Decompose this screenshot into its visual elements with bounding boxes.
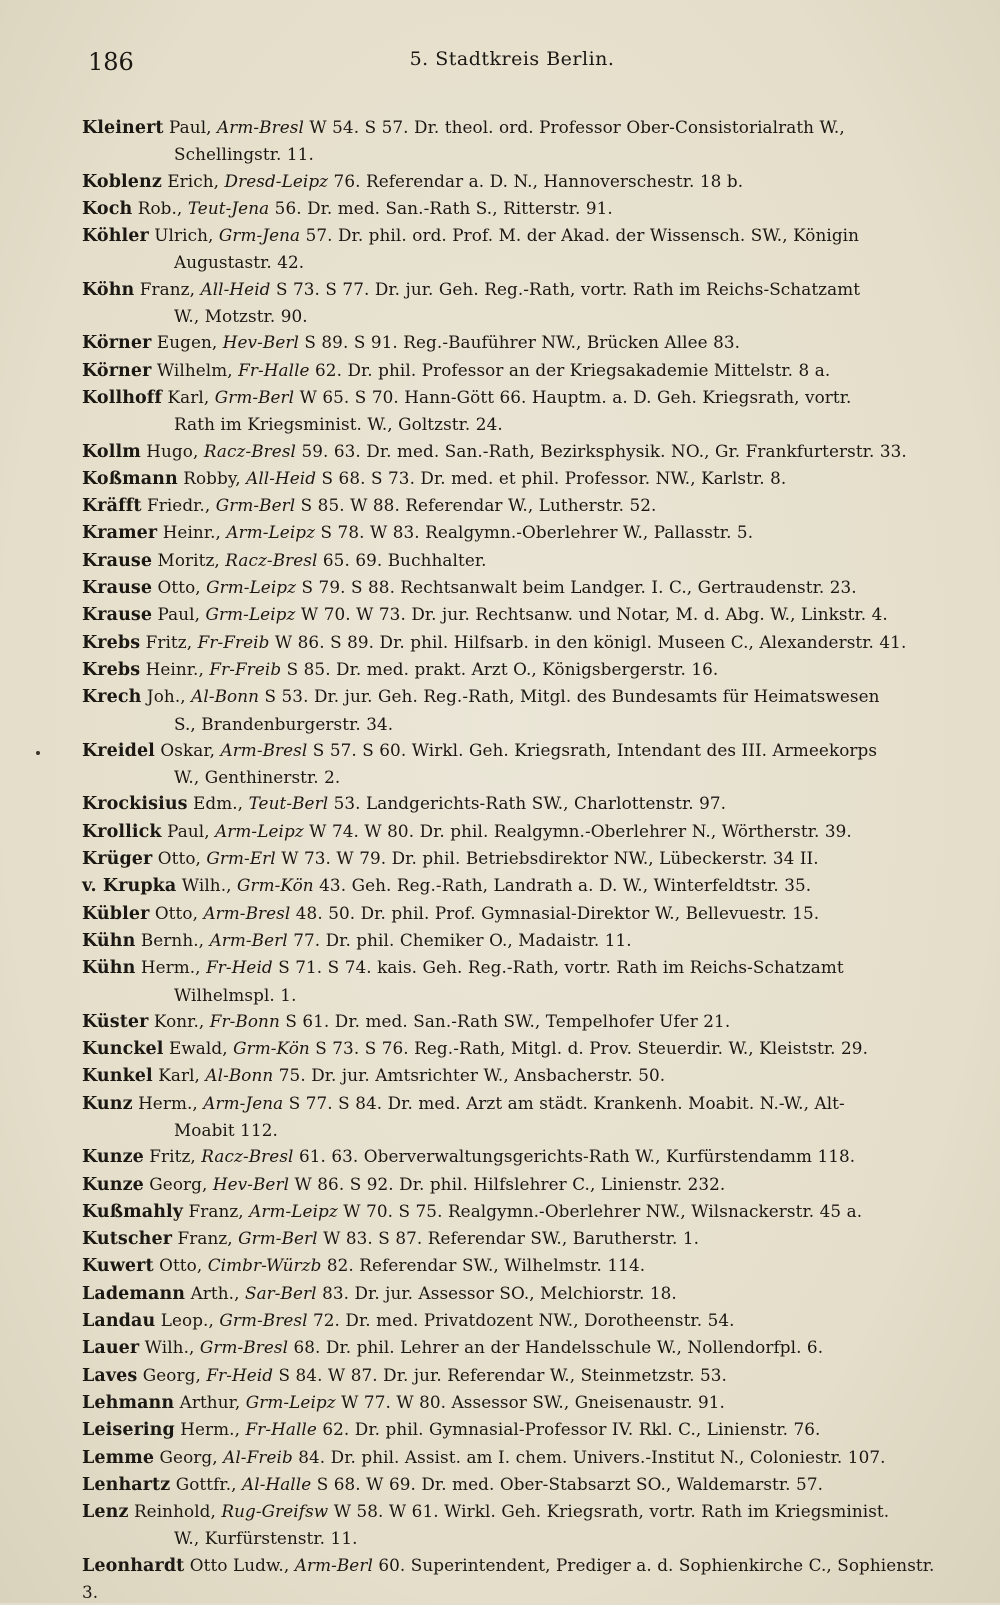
directory-entry (82, 601, 942, 628)
entry-surname: Kühn (82, 958, 136, 979)
entry-rest: S 77. S 84. Dr. med. Arzt am städt. Krankenh. Moabit. N.-W., Alt- (288, 1092, 845, 1113)
directory-entry (82, 954, 942, 1008)
entry-surname: Krüger (82, 849, 153, 870)
directory-entry (82, 519, 942, 546)
entry-given: Gottfr., (175, 1473, 237, 1494)
entry-origin: Fr-Heid (206, 957, 273, 978)
entry-rest: 57. Dr. phil. ord. Prof. M. der Akad. der Wissensch. SW., Königin (305, 225, 860, 246)
entry-surname: Koßmann (82, 468, 178, 489)
directory-entry (82, 114, 942, 168)
entry-origin: Arm-Bresl (203, 902, 291, 923)
entry-given: Fritz, (149, 1146, 196, 1167)
entry-given: Karl, (167, 386, 210, 407)
entry-surname: Kramer (82, 523, 158, 544)
entry-given: Herm., (138, 1092, 198, 1113)
entry-given: Rob., (137, 197, 183, 218)
entry-rest: W 58. W 61. Wirkl. Geh. Kriegsrath, vortr. Rath im Kriegsminist. (333, 1501, 890, 1522)
entry-surname: Krause (82, 605, 153, 626)
entry-origin: Grm-Berl (238, 1228, 318, 1249)
entry-surname: Lenhartz (82, 1474, 171, 1495)
entry-origin: Grm-Erl (206, 848, 276, 869)
directory-entry (82, 790, 942, 817)
entry-given: Ewald, (168, 1038, 228, 1059)
entry-surname: Kübler (82, 903, 150, 924)
entry-rest: S 85. W 88. Referendar W., Lutherstr. 52. (300, 495, 657, 516)
entry-surname: Kunz (82, 1093, 133, 1114)
entry-given: Hugo, (146, 440, 199, 461)
entry-rest: 68. Dr. phil. Lehrer an der Handelsschule W., Nollendorfpl. 6. (293, 1337, 824, 1358)
directory-entry (82, 438, 942, 465)
entry-given: Eugen, (156, 332, 218, 353)
entry-origin: Grm-Bresl (199, 1337, 289, 1358)
directory-entry (82, 329, 942, 356)
entry-origin: Rug-Greifsw (221, 1501, 329, 1522)
entry-given: Wilh., (181, 875, 232, 896)
entry-given: Georg, (149, 1173, 208, 1194)
entry-origin: Al-Freib (223, 1446, 293, 1467)
entry-rest: 48. 50. Dr. phil. Prof. Gymnasial-Direktor W., Bellevuestr. 15. (295, 902, 820, 923)
directory-entry (82, 1008, 942, 1035)
entry-continuation: W., Motzstr. 90. (174, 306, 308, 327)
entry-given: Konr., (153, 1010, 205, 1031)
entry-rest: 62. Dr. phil. Professor an der Kriegsakademie Mittelstr. 8 a. (315, 359, 831, 380)
entry-origin: Arm-Leipz (249, 1200, 338, 1221)
entry-rest: 59. 63. Dr. med. San.-Rath, Bezirksphysik. NO., Gr. Frankfurterstr. 33. (301, 440, 907, 461)
entry-origin: Arm-Berl (294, 1554, 373, 1575)
entry-surname: Kräfft (82, 496, 142, 517)
entry-rest: W 74. W 80. Dr. phil. Realgymn.-Oberlehrer N., Wörtherstr. 39. (309, 820, 852, 841)
entry-surname: Küster (82, 1011, 149, 1032)
entry-origin: Sar-Berl (244, 1282, 317, 1303)
entry-origin: Fr-Halle (245, 1419, 317, 1440)
entry-given: Heinr., (162, 522, 221, 543)
entry-origin: Grm-Berl (215, 495, 296, 516)
entry-origin: Grm-Leipz (205, 604, 296, 625)
entry-surname: Lenz (82, 1502, 129, 1523)
directory-entry (82, 276, 942, 330)
directory-entry (82, 737, 942, 791)
directory-entry (82, 629, 942, 656)
entry-given: Erich, (167, 170, 220, 191)
directory-entry (82, 465, 942, 492)
entry-given: Otto, (157, 848, 201, 869)
entry-surname: Krause (82, 550, 153, 571)
entry-surname: Krollick (82, 821, 162, 842)
entry-rest: S 71. S 74. kais. Geh. Reg.-Rath, vortr. Rath im Reichs-Schatzamt (278, 957, 844, 978)
directory-entry (82, 492, 942, 519)
directory-entry (82, 872, 942, 899)
entry-origin: Arm-Bresl (220, 739, 308, 760)
entry-given: Wilh., (144, 1337, 195, 1358)
entry-rest: 76. Referendar a. D. N., Hannoverschestr. 18 b. (333, 170, 744, 191)
directory-entry (82, 1035, 942, 1062)
entry-surname: Kollm (82, 441, 141, 462)
entry-origin: Fr-Freib (209, 658, 282, 679)
directory-entry (82, 1334, 942, 1361)
entry-origin: Grm-Leipz (245, 1391, 336, 1412)
entry-continuation: Augustastr. 42. (174, 252, 305, 273)
entry-given: Arth., (190, 1282, 240, 1303)
entry-rest: S 73. S 77. Dr. jur. Geh. Reg.-Rath, vortr. Rath im Reichs-Schatzamt (275, 278, 861, 299)
entry-given: Oskar, (160, 739, 216, 760)
entry-given: Leop., (160, 1310, 214, 1331)
entry-surname: Kühn (82, 930, 136, 951)
entry-continuation: W., Genthinerstr. 2. (174, 767, 341, 788)
entry-surname: Körner (82, 333, 152, 354)
directory-entry (82, 818, 942, 845)
entry-surname: Krause (82, 578, 153, 599)
entry-given: Otto Ludw., (189, 1554, 290, 1575)
entry-surname: Lauer (82, 1338, 140, 1359)
entry-continuation: Moabit 112. (174, 1119, 278, 1140)
entry-rest: S 68. S 73. Dr. med. et phil. Professor. NW., Karlstr. 8. (321, 467, 787, 488)
entry-surname: Leonhardt (82, 1555, 185, 1576)
entry-origin: Teut-Berl (248, 793, 329, 814)
entry-surname: Krebs (82, 659, 141, 680)
entry-rest: S 73. S 76. Reg.-Rath, Mitgl. d. Prov. Steuerdir. W., Kleiststr. 29. (315, 1038, 869, 1059)
entry-surname: Köhn (82, 279, 135, 300)
entry-origin: Grm-Bresl (219, 1310, 308, 1331)
entry-rest: S 89. S 91. Reg.-Bauführer NW., Brücken Allee 83. (304, 332, 741, 353)
entry-origin: Cimbr-Würzb (207, 1255, 322, 1276)
directory-entry (82, 1252, 942, 1279)
entry-surname: Krech (82, 687, 142, 708)
entry-surname: Köhler (82, 226, 149, 247)
directory-entry (82, 1444, 942, 1471)
entry-given: Heinr., (145, 658, 204, 679)
entry-rest: S 79. S 88. Rechtsanwalt beim Landger. I. C., Gertraudenstr. 23. (301, 577, 857, 598)
directory-entry (82, 1389, 942, 1416)
entry-origin: Arm-Berl (209, 929, 288, 950)
entry-given: Joh., (146, 686, 186, 707)
entry-rest: 77. Dr. phil. Chemiker O., Madaistr. 11. (293, 929, 632, 950)
entry-origin: Arm-Bresl (217, 117, 304, 137)
directory-entry (82, 1225, 942, 1252)
entry-surname: Kunze (82, 1147, 144, 1168)
entry-surname: Kutscher (82, 1229, 173, 1250)
entry-surname: Krebs (82, 632, 141, 653)
entry-surname: Kußmahly (82, 1201, 184, 1222)
entry-rest: S 57. S 60. Wirkl. Geh. Kriegsrath, Intendant des III. Armeekorps (312, 739, 878, 760)
entry-rest: 83. Dr. jur. Assessor SO., Melchiorstr. 18. (322, 1282, 677, 1303)
entry-origin: Teut-Jena (187, 197, 270, 218)
entry-origin: Fr-Halle (238, 359, 310, 380)
entry-rest: W 54. S 57. Dr. theol. ord. Professor Ober-Consistorialrath W., (309, 117, 845, 137)
entry-rest: W 70. S 75. Realgymn.-Oberlehrer NW., Wilsnackerstr. 45 a. (343, 1200, 863, 1221)
entry-given: Otto, (154, 902, 199, 923)
entry-rest: W 77. W 80. Assessor SW., Gneisenaustr. 91. (341, 1391, 725, 1412)
entry-origin: Al-Bonn (191, 686, 260, 707)
entry-rest: 56. Dr. med. San.-Rath S., Ritterstr. 91. (274, 197, 613, 218)
entry-origin: Racz-Bresl (225, 549, 318, 570)
entry-surname: Koch (82, 198, 133, 219)
directory-entry (82, 656, 942, 683)
entry-continuation: S., Brandenburgerstr. 34. (174, 713, 394, 734)
entry-surname: Kleinert (82, 118, 164, 138)
entry-rest: 60. Superintendent, Prediger a. d. Sophienkirche C., Sophienstr. 3. (82, 1554, 935, 1603)
entry-rest: 61. 63. Oberverwaltungsgerichts-Rath W., Kurfürstendamm 118. (298, 1146, 856, 1167)
directory-entry (82, 1552, 942, 1605)
entry-surname: Kunckel (82, 1039, 164, 1060)
entry-origin: Grm-Jena (218, 225, 301, 246)
entry-origin: Fr-Heid (206, 1364, 274, 1385)
entry-given: Arthur, (179, 1391, 241, 1412)
entry-surname: Leisering (82, 1420, 175, 1441)
entry-continuation: Schellingstr. 11. (174, 144, 314, 165)
directory-entry (82, 683, 942, 737)
entry-given: Paul, (157, 604, 201, 625)
entry-origin: Grm-Kön (233, 1038, 310, 1059)
running-head (82, 42, 942, 82)
directory-entry (82, 927, 942, 954)
entry-origin: Grm-Kön (237, 875, 314, 896)
entry-surname: Kuwert (82, 1256, 154, 1277)
entry-rest: 53. Landgerichts-Rath SW., Charlottenstr. 97. (333, 793, 727, 814)
entry-surname: Lemme (82, 1447, 155, 1468)
running-title: 5. Stadtkreis Berlin. (409, 48, 615, 70)
directory-entry (82, 547, 942, 574)
entry-given: Franz, (177, 1228, 233, 1249)
entry-origin: Hev-Berl (212, 1173, 290, 1194)
directory-entry (82, 1090, 942, 1144)
directory-entry (82, 1280, 942, 1307)
entry-continuation: Wilhelmspl. 1. (174, 984, 297, 1005)
entry-given: Moritz, (157, 549, 220, 570)
entry-rest: 82. Referendar SW., Wilhelmstr. 114. (326, 1255, 646, 1276)
entry-surname: Laves (82, 1365, 138, 1386)
directory-entry (82, 222, 942, 276)
entry-given: Georg, (142, 1364, 201, 1385)
entry-origin: Racz-Bresl (203, 440, 297, 461)
entry-surname: Körner (82, 360, 152, 381)
entry-surname: v. Krupka (82, 876, 177, 897)
entry-origin: Al-Halle (242, 1473, 312, 1494)
directory-entry (82, 1471, 942, 1498)
entry-origin: All-Heid (200, 278, 271, 299)
entry-surname: Kreidel (82, 740, 155, 761)
entry-origin: Grm-Berl (214, 386, 295, 407)
entry-surname: Koblenz (82, 171, 162, 192)
directory-entry (82, 1307, 942, 1334)
entry-rest: S 84. W 87. Dr. jur. Referendar W., Steinmetzstr. 53. (278, 1364, 727, 1385)
entry-given: Edm., (193, 793, 244, 814)
entry-origin: Arm-Leipz (226, 522, 316, 543)
directory-entry (82, 168, 942, 195)
entry-rest: W 86. S 89. Dr. phil. Hilfsarb. in den königl. Museen C., Alexanderstr. 41. (274, 631, 907, 652)
entry-continuation: Rath im Kriegsminist. W., Goltzstr. 24. (174, 414, 503, 435)
entry-origin: All-Heid (246, 467, 317, 488)
entry-origin: Dresd-Leipz (224, 170, 329, 191)
entry-given: Franz, (139, 278, 196, 299)
entry-origin: Arm-Leipz (215, 820, 304, 841)
entry-given: Bernh., (140, 929, 205, 950)
entry-given: Reinhold, (133, 1501, 216, 1522)
entry-rest: W 73. W 79. Dr. phil. Betriebsdirektor NW., Lübeckerstr. 34 II. (281, 848, 819, 869)
entry-origin: Fr-Bonn (209, 1010, 280, 1031)
entry-rest: S 61. Dr. med. San.-Rath SW., Tempelhofer Ufer 21. (285, 1010, 731, 1031)
directory-entry (82, 357, 942, 384)
entry-surname: Lademann (82, 1283, 186, 1304)
directory-entry (82, 900, 942, 927)
entry-origin: Arm-Jena (203, 1092, 284, 1113)
entry-rest: 75. Dr. jur. Amtsrichter W., Ansbacherstr. 50. (278, 1065, 666, 1086)
entry-given: Franz, (188, 1200, 244, 1221)
page-number: 186 (88, 48, 134, 76)
entry-given: Fritz, (145, 631, 193, 652)
entry-given: Otto, (159, 1255, 203, 1276)
entry-rest: W 70. W 73. Dr. jur. Rechtsanw. und Notar, M. d. Abg. W., Linkstr. 4. (300, 604, 888, 625)
entry-rest: 65. 69. Buchhalter. (322, 549, 487, 570)
directory-entries (82, 114, 942, 1605)
directory-entry (82, 1362, 942, 1389)
directory-entry (82, 845, 942, 872)
entry-rest: 43. Geh. Reg.-Rath, Landrath a. D. W., Winterfeldtstr. 35. (319, 875, 812, 896)
entry-surname: Kollhoff (82, 387, 163, 408)
entry-rest: S 78. W 83. Realgymn.-Oberlehrer W., Pallasstr. 5. (320, 522, 754, 543)
entry-given: Herm., (140, 957, 201, 978)
entry-origin: Hev-Berl (222, 332, 299, 353)
entry-surname: Kunze (82, 1174, 144, 1195)
entry-rest: S 53. Dr. jur. Geh. Reg.-Rath, Mitgl. des Bundesamts für Heimatswesen (264, 686, 880, 707)
entry-given: Wilhelm, (156, 359, 233, 380)
entry-origin: Fr-Freib (197, 631, 270, 652)
directory-entry (82, 574, 942, 601)
directory-entry (82, 1198, 942, 1225)
directory-entry (82, 1498, 942, 1552)
entry-origin: Al-Bonn (205, 1065, 274, 1086)
entry-given: Herm., (180, 1419, 241, 1440)
directory-entry (82, 1416, 942, 1443)
entry-given: Karl, (158, 1065, 200, 1086)
entry-rest: S 68. W 69. Dr. med. Ober-Stabsarzt SO., Waldemarstr. 57. (316, 1473, 824, 1494)
entry-rest: W 65. S 70. Hann-Gött 66. Hauptm. a. D. Geh. Kriegsrath, vortr. (299, 386, 852, 407)
entry-given: Robby, (183, 467, 241, 488)
entry-rest: 72. Dr. med. Privatdozent NW., Dorotheenstr. 54. (312, 1310, 735, 1331)
entry-rest: 62. Dr. phil. Gymnasial-Professor IV. Rkl. C., Linienstr. 76. (322, 1419, 821, 1440)
entry-surname: Kunkel (82, 1066, 153, 1087)
directory-entry (82, 195, 942, 222)
entry-given: Paul, (169, 117, 212, 137)
entry-rest: 84. Dr. phil. Assist. am I. chem. Univers.-Institut N., Coloniestr. 107. (298, 1446, 886, 1467)
entry-rest: W 83. S 87. Referendar SW., Barutherstr. 1. (323, 1228, 700, 1249)
directory-entry (82, 1062, 942, 1089)
entry-given: Friedr., (146, 495, 211, 516)
entry-rest: W 86. S 92. Dr. phil. Hilfslehrer C., Linienstr. 232. (294, 1173, 726, 1194)
entry-given: Paul, (167, 820, 210, 841)
entry-origin: Grm-Leipz (206, 577, 297, 598)
entry-continuation: W., Kurfürstenstr. 11. (174, 1528, 358, 1549)
directory-entry (82, 1143, 942, 1170)
directory-entry (82, 1171, 942, 1198)
entry-rest: S 85. Dr. med. prakt. Arzt O., Königsbergerstr. 16. (286, 658, 719, 679)
entry-origin: Racz-Bresl (201, 1146, 294, 1167)
entry-surname: Landau (82, 1311, 156, 1332)
entry-surname: Krockisius (82, 794, 188, 815)
entry-given: Georg, (159, 1446, 218, 1467)
entry-surname: Lehmann (82, 1392, 175, 1413)
directory-entry (82, 384, 942, 438)
margin-dot (36, 751, 40, 755)
entry-given: Otto, (157, 577, 201, 598)
entry-given: Ulrich, (154, 225, 214, 246)
